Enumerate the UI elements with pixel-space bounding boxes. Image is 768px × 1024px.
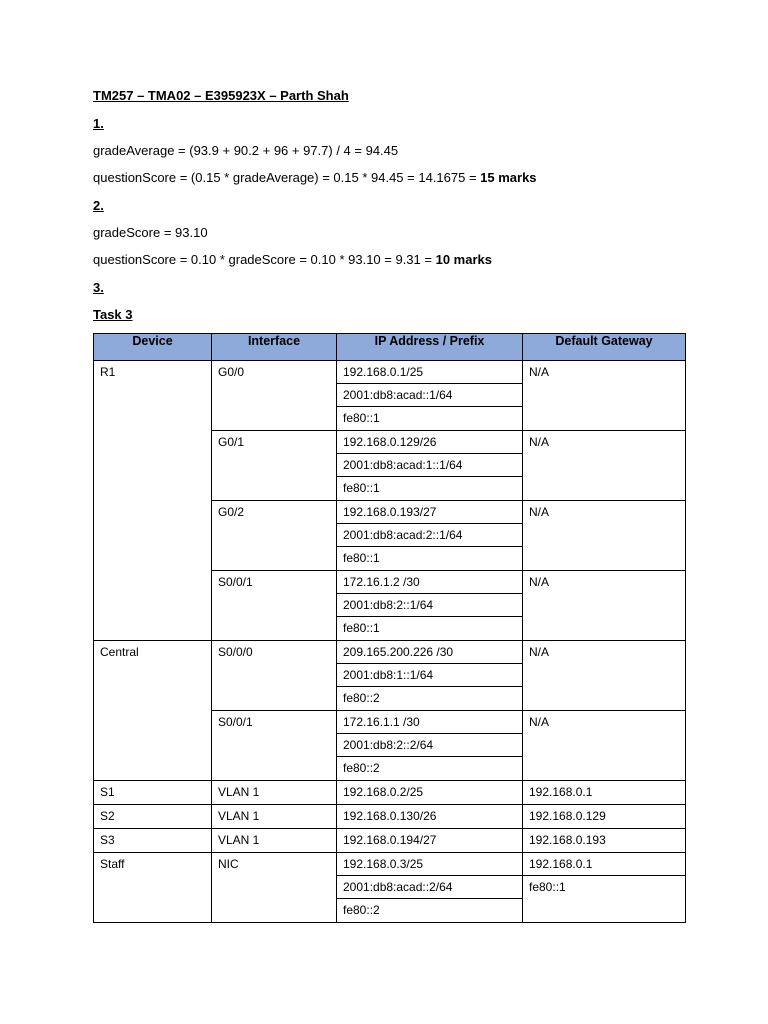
default-gateway: 192.168.0.1 [523,853,685,876]
table-row [94,805,686,829]
ip-address: fe80::1 [343,481,380,495]
ip-address: fe80::1 [343,411,380,425]
interface-name: G0/2 [218,505,245,519]
q2-question-score-line [93,252,492,268]
ip-address: 192.168.0.2/25 [343,785,424,799]
ip-address: 192.168.0.129/26 [337,431,522,454]
device-name: S1 [100,785,115,799]
interface-cell [212,829,337,853]
interface-name: VLAN 1 [218,809,260,823]
default-gateway: 192.168.0.1 [529,785,593,799]
table-row [94,853,686,923]
question-3-label: 3. [93,280,104,295]
interface-name: VLAN 1 [218,833,260,847]
default-gateway: 192.168.0.129 [529,809,606,823]
q1-grade-average-line: gradeAverage = (93.9 + 90.2 + 96 + 97.7) / 4 = 94.45 [93,143,399,158]
ip-cell [337,781,523,805]
ip-cell [337,853,523,923]
ip-address: 2001:db8:2::2/64 [337,734,522,757]
table-body [94,361,686,923]
default-gateway: N/A [529,645,550,659]
device-name: S2 [100,809,115,823]
ip-address: 192.168.0.3/25 [337,853,522,876]
ip-cell [337,711,523,781]
header-ip-address: IP Address / Prefix [337,334,523,361]
ip-address: fe80::1 [343,551,380,565]
gateway-cell [523,571,686,641]
ip-address: 192.168.0.194/27 [343,833,437,847]
ip-cell [337,829,523,853]
interface-cell [212,431,337,501]
header-default-gateway: Default Gateway [523,334,686,361]
interface-cell [212,571,337,641]
default-gateway: N/A [529,715,550,729]
q2-grade-score-line: gradeScore = 93.10 [93,225,208,240]
device-name: R1 [100,365,116,379]
q2-score-text: questionScore = 0.10 * gradeScore = 0.10 * 93.10 = 9.31 = [93,252,436,267]
interface-cell [212,781,337,805]
ip-address: 192.168.0.130/26 [343,809,437,823]
ip-cell [337,805,523,829]
table-row [94,641,686,711]
interface-cell [212,805,337,829]
gateway-cell [523,711,686,781]
gateway-cell [523,781,686,805]
gateway-cell [523,805,686,829]
ip-address: 192.168.0.1/25 [337,361,522,384]
ip-cell [337,571,523,641]
ip-address: 172.16.1.1 /30 [337,711,522,734]
gateway-cell [523,829,686,853]
default-gateway: fe80::1 [529,880,566,894]
device-name: S3 [100,833,115,847]
task-3-heading: Task 3 [93,307,133,322]
ip-address: 2001:db8:2::1/64 [337,594,522,617]
interface-cell [212,853,337,923]
device-name: Central [100,645,139,659]
header-device: Device [94,334,212,361]
interface-cell [212,641,337,711]
q2-marks: 10 marks [435,252,492,267]
table-row [94,829,686,853]
default-gateway: 192.168.0.193 [529,833,606,847]
ip-cell [337,641,523,711]
ip-address: fe80::1 [343,621,380,635]
ip-address: 2001:db8:acad::2/64 [337,876,522,899]
gateway-cell [523,431,686,501]
ip-address: 172.16.1.2 /30 [337,571,522,594]
question-1-label: 1. [93,116,104,131]
document-header: TM257 – TMA02 – E395923X – Parth Shah [93,88,349,103]
device-cell [94,361,212,641]
ip-cell [337,501,523,571]
ip-address: 2001:db8:acad:2::1/64 [337,524,522,547]
device-name: Staff [100,857,125,871]
ip-address: fe80::2 [343,691,380,705]
header-interface: Interface [212,334,337,361]
ip-address: 2001:db8:acad::1/64 [337,384,522,407]
interface-name: S0/0/0 [218,645,253,659]
default-gateway: N/A [529,435,550,449]
ip-address: 192.168.0.193/27 [337,501,522,524]
ip-address: 2001:db8:1::1/64 [337,664,522,687]
default-gateway: N/A [529,575,550,589]
table-row [94,781,686,805]
gateway-cell [523,501,686,571]
interface-name: S0/0/1 [218,575,253,589]
gateway-cell [523,853,686,923]
ip-address: 2001:db8:acad:1::1/64 [337,454,522,477]
gateway-cell [523,361,686,431]
interface-cell [212,711,337,781]
interface-name: VLAN 1 [218,785,260,799]
question-2-label: 2. [93,198,104,213]
interface-name: G0/1 [218,435,245,449]
table-row [94,361,686,431]
gateway-cell [523,641,686,711]
ip-address: 209.165.200.226 /30 [337,641,522,664]
q1-marks: 15 marks [480,170,537,185]
q1-score-text: questionScore = (0.15 * gradeAverage) = 0.15 * 94.45 = 14.1675 = [93,170,481,185]
table-header-row [94,334,686,361]
q1-question-score-line [93,170,537,186]
device-cell [94,641,212,781]
device-cell [94,781,212,805]
addressing-table [93,333,686,923]
interface-cell [212,361,337,431]
interface-name: G0/0 [218,365,245,379]
default-gateway: N/A [529,505,550,519]
device-cell [94,829,212,853]
interface-name: NIC [218,857,239,871]
ip-cell [337,431,523,501]
interface-name: S0/0/1 [218,715,253,729]
ip-address: fe80::2 [343,761,380,775]
device-cell [94,853,212,923]
device-cell [94,805,212,829]
ip-cell [337,361,523,431]
interface-cell [212,501,337,571]
ip-address: fe80::2 [343,903,380,917]
default-gateway: N/A [529,365,550,379]
